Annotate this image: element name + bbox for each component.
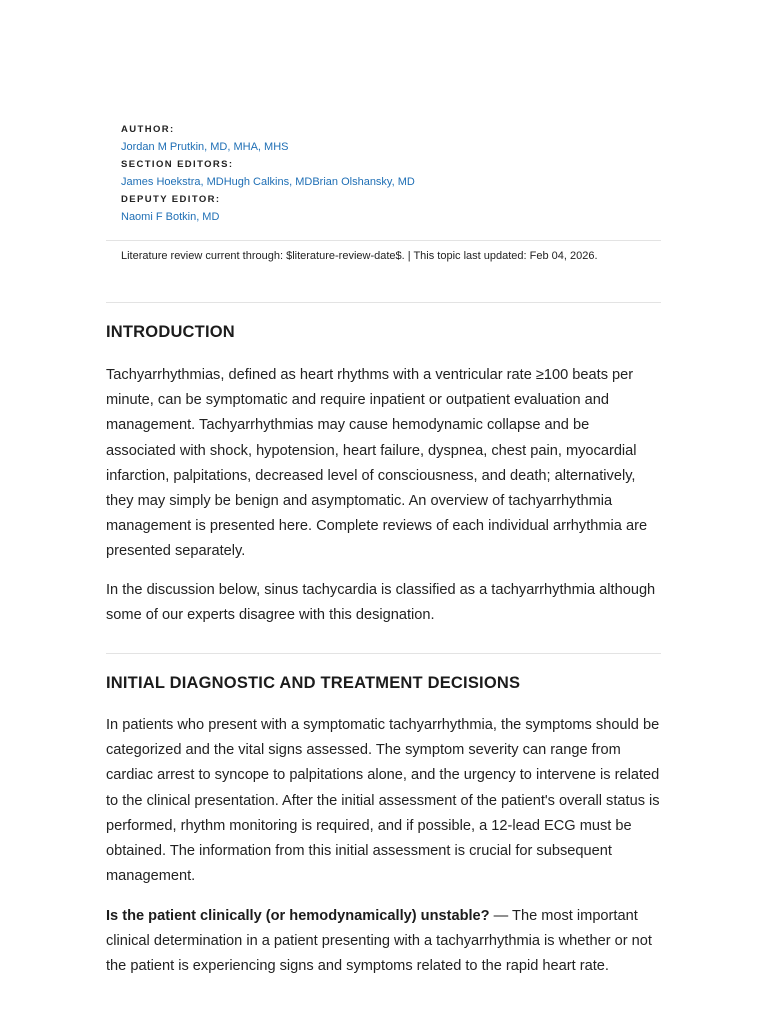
author-link[interactable]: Jordan M Prutkin, MD, MHA, MHS [121,141,289,153]
section-divider [106,302,661,303]
section-editor-link[interactable]: Brian Olshansky, MD [312,176,415,188]
section-editor-link[interactable]: James Hoekstra, MD [121,176,224,188]
section-divider [106,653,661,654]
initial-decisions-heading: INITIAL DIAGNOSTIC AND TREATMENT DECISIONS [106,674,521,692]
unstable-patient-text: — The most important clinical determination in a patient presenting with a tachyarrhythmia is whether or not the patient is experiencing signs and symptoms related to the rapid heart rate. [106,908,652,975]
author-list [121,137,661,157]
unstable-patient-paragraph [106,904,661,980]
literature-review-note: Literature review current through: $literature-review-date$. | This topic last updated: Feb 04, 2026. [121,250,598,262]
section-editors-label: SECTION EDITORS: [121,159,234,170]
section-editors-list [121,172,661,192]
section-editor-link[interactable]: Hugh Calkins, MD [223,176,313,188]
author-label: AUTHOR: [121,124,175,135]
initial-decisions-paragraph-1: In patients who present with a symptomatic tachyarrhythmia, the symptoms should be categorized and the vital signs assessed. The symptom severity can range from cardiac arrest to syncope to palpitations alone, and the urgency to intervene is related to the clinical presentation. After the initial assessment of the patient's overall status is performed, rhythm monitoring is required, and if possible, a 12-lead ECG must be obtained. The information from this initial assessment is crucial for subsequent management. [106,717,660,885]
introduction-paragraph-1: Tachyarrhythmias, defined as heart rhythms with a ventricular rate ≥100 beats per minute, can be symptomatic and require inpatient or outpatient evaluation and management. Tachyarrhythmias may cause hemodynamic collapse and be associated with shock, hypotension, heart failure, dyspnea, chest pain, myocardial infarction, palpitations, decreased level of consciousness, and death; alternatively, they may simply be benign and asymptomatic. An overview of tachyarrhythmia management is presented here. Complete reviews of each individual arrhythmia are presented separately. [106,367,648,560]
byline [121,122,661,227]
byline-divider [106,240,661,241]
deputy-editor-link[interactable]: Naomi F Botkin, MD [121,211,220,223]
unstable-patient-lead: Is the patient clinically (or hemodynamically) unstable? [106,908,490,924]
deputy-editor-label: DEPUTY EDITOR: [121,194,221,205]
deputy-editor-list [121,207,661,227]
introduction-paragraph-2: In the discussion below, sinus tachycardia is classified as a tachyarrhythmia although some of our experts disagree with this designation. [106,582,656,624]
introduction-heading: INTRODUCTION [106,323,235,341]
